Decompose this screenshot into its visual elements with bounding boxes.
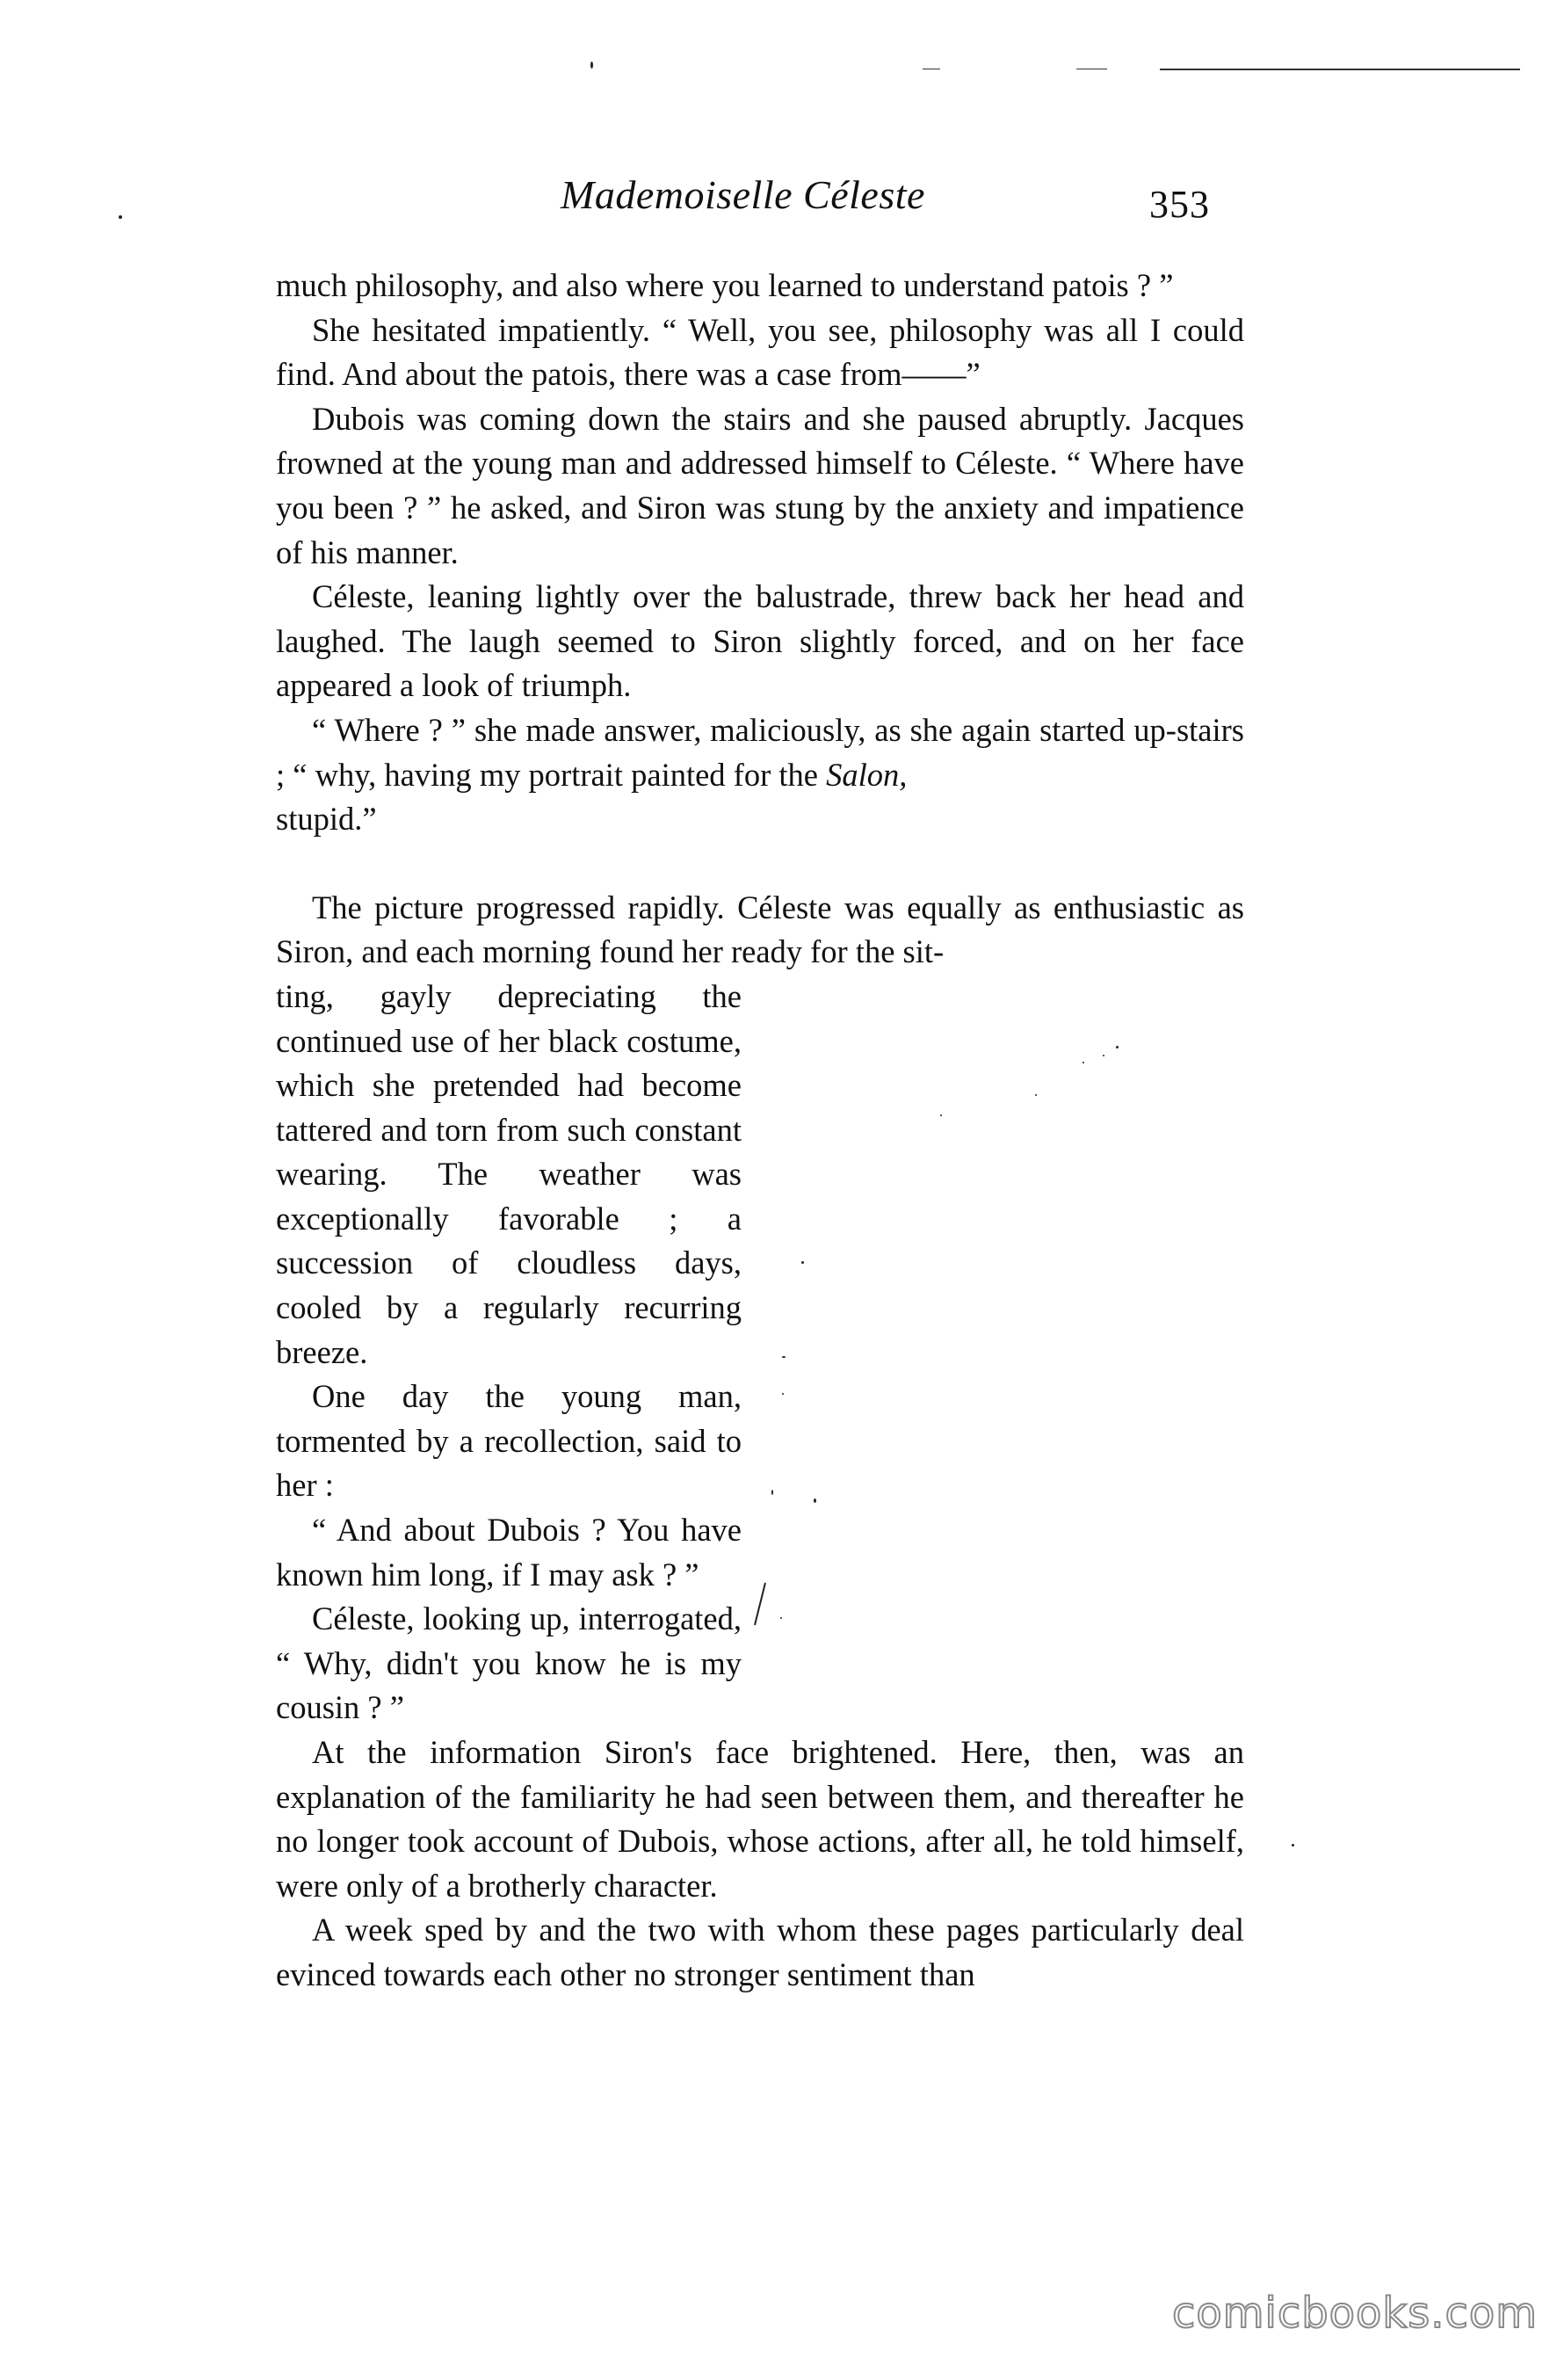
scan-speck (1082, 1062, 1084, 1063)
narrow-paragraph: ting, gayly depreciating the continued use of her black costume, which she pretended had become tattered and torn from such constant wearing. The weather was exceptionally favorable ; a succession of cloudless days, cooled by a regularly recurring breeze. (276, 977, 742, 1370)
paragraph: She hesitated impatiently. “ Well, you see, philosophy was all I could find. And about the patois, there was a case from——” (276, 311, 1244, 393)
paragraph-text: “ Where ? ” she made answer, maliciously, as she again started up-stairs ; “ why, having my portrait painted for the (276, 711, 1244, 793)
paragraph: Dubois was coming down the stairs and she paused abruptly. Jacques frowned at the young man and addressed himself to Céleste. “ Where have you been ? ” he asked, and Siron was stung by the anxiety and impatience of his manner. (276, 400, 1244, 570)
watermark: comicbooks.com (1171, 2289, 1538, 2338)
page-number: 353 (1149, 183, 1210, 226)
scan-speck (590, 62, 593, 69)
running-title: Mademoiselle Céleste (561, 172, 925, 217)
paragraph: Céleste, leaning lightly over the balustrade, threw back her head and laughed. The laugh seemed to Siron slightly forced, and on her face appeared a look of triumph. (276, 578, 1244, 704)
section-opening: The picture progressed rapidly. Céleste was equally as enthusiastic as Siron, and each morning found her ready for the sit- (276, 889, 1244, 970)
scan-rule (1160, 69, 1520, 70)
scan-speck (1292, 1844, 1294, 1847)
paragraph: At the information Siron's face brightened. Here, then, was an explanation of the familiarity he had seen between them, and thereafter he no longer took account of Dubois, whose actions, after all, he told himself, were only of a brotherly character. (276, 1734, 1244, 1904)
scan-speck (754, 1583, 766, 1626)
italic-salon: Salon, (826, 756, 908, 793)
scan-speck (1103, 1055, 1104, 1056)
illustration-blank-area (756, 1011, 1213, 1679)
narrow-paragraph: One day the young man, tormented by a recollection, said to her : (276, 1378, 742, 1504)
paragraph-with-italic (276, 708, 1244, 842)
paragraph: A week sped by and the two with whom these pages particularly deal evinced towards each other no stronger sentiment than (276, 1912, 1244, 1992)
section-break (276, 842, 1244, 886)
scan-speck (1035, 1094, 1037, 1096)
scan-speck (1116, 1046, 1119, 1049)
scan-speck (814, 1498, 816, 1503)
running-head (0, 171, 1564, 233)
narrow-paragraph: Céleste, looking up, interrogated, “ Why, didn't you know he is my cousin ? ” (276, 1600, 742, 1726)
scan-speck (940, 1114, 942, 1116)
scan-speck (801, 1261, 804, 1264)
scan-speck (782, 1356, 786, 1358)
paragraph-end: stupid.” (276, 801, 377, 838)
scan-speck (771, 1490, 773, 1495)
scan-speck (782, 1393, 784, 1395)
narrow-paragraph: “ And about Dubois ? You have known him long, if I may ask ? ” (276, 1512, 742, 1593)
paragraph: much philosophy, and also where you learned to understand patois ? ” (276, 267, 1174, 303)
scan-speck (780, 1617, 782, 1619)
